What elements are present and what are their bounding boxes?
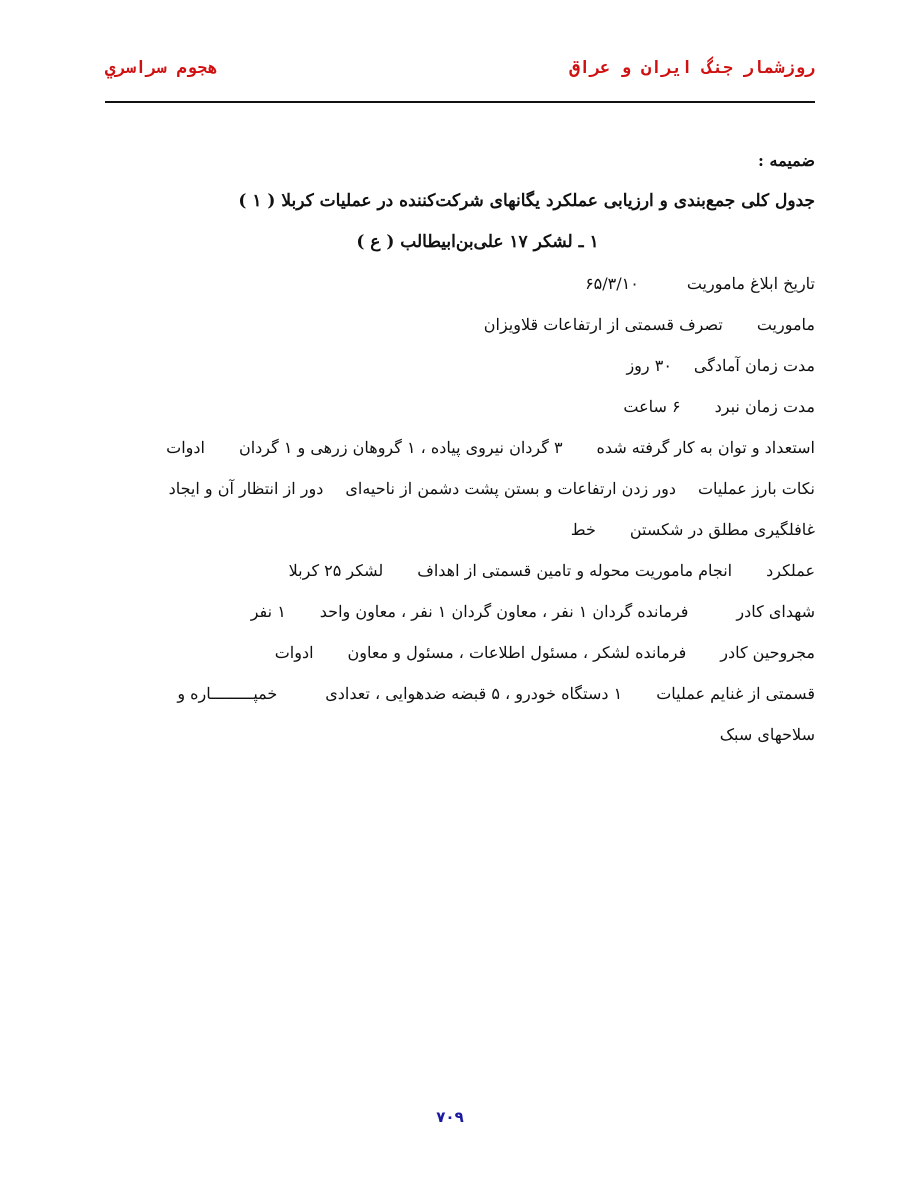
martyrs-value: فرمانده گردان ۱ نفر ، معاون گردان ۱ نفر ، معاون واحد	[319, 602, 689, 621]
forces-row	[80, 427, 815, 468]
page-number: ۷۰۹	[436, 1108, 464, 1126]
chapter-title: هجوم سراسري	[105, 58, 218, 78]
spoils-row	[80, 673, 815, 714]
document-subtitle: ۱ ـ لشکر ۱۷ علی‌بن‌ابیطالب ( ع )	[356, 232, 599, 252]
spoils-value: ۱ دستگاه خودرو ، ۵ قبضه ضدهوایی ، تعدادی	[325, 684, 623, 703]
martyrs-label: شهدای کادر	[736, 602, 815, 621]
notes-cont-2: خط	[570, 520, 596, 539]
spoils-value-2: خمپـــــــــاره و	[177, 684, 278, 703]
book-title: روزشمار جنگ ايران و عراق	[569, 58, 815, 78]
notes-label: نکات بارز عملیات	[697, 479, 815, 498]
prep-row	[80, 345, 815, 386]
prep-label: مدت زمان آمادگی	[693, 356, 815, 375]
mission-row	[80, 304, 815, 345]
document-body	[80, 140, 815, 755]
document-title: جدول کلی جمع‌بندی و ارزیابی عملکرد یگانهای شرکت‌کننده در عملیات کربلا ( ۱ )	[238, 191, 815, 211]
combat-label: مدت زمان نبرد	[714, 397, 815, 416]
forces-value: ۳ گردان نیروی پیاده ، ۱ گروهان زرهی و ۱ گردان	[238, 438, 563, 457]
forces-label: استعداد و توان به کار گرفته شده	[596, 438, 815, 457]
performance-label: عملکرد	[766, 561, 815, 580]
combat-value: ۶ ساعت	[623, 397, 681, 416]
combat-row	[80, 386, 815, 427]
performance-value-2: لشکر ۲۵ کربلا	[288, 561, 384, 580]
notes-continuation	[80, 509, 815, 550]
mission-label: ماموریت	[756, 315, 815, 334]
prep-value: ۳۰ روز	[626, 356, 672, 375]
mission-date-label: تاریخ ابلاغ ماموریت	[686, 274, 815, 293]
martyrs-value-2: ۱ نفر	[250, 602, 286, 621]
wounded-row	[80, 632, 815, 673]
wounded-value: فرمانده لشکر ، مسئول اطلاعات ، مسئول و معاون	[347, 643, 687, 662]
martyrs-row	[80, 591, 815, 632]
forces-tail: ادوات	[166, 438, 205, 457]
notes-value-2: دور از انتظار آن و ایجاد	[168, 479, 324, 498]
wounded-value-2: ادوات	[274, 643, 314, 662]
spoils-continuation: سلاحهای سبک	[719, 725, 815, 744]
notes-cont: غافلگیری مطلق در شکستن	[629, 520, 815, 539]
header-rule	[105, 101, 815, 103]
performance-row	[80, 550, 815, 591]
appendix-label: ضمیمه :	[758, 151, 815, 170]
wounded-label: مجروحین کادر	[720, 643, 815, 662]
mission-date-value: ۶۵/۳/۱۰	[585, 274, 639, 293]
running-header	[105, 58, 815, 90]
mission-date-row	[80, 263, 815, 304]
performance-value: انجام ماموریت محوله و تامین قسمتی از اهداف	[417, 561, 733, 580]
notes-row	[80, 468, 815, 509]
notes-value: دور زدن ارتفاعات و بستن پشت دشمن از ناحیه‌ای	[345, 479, 676, 498]
spoils-label: قسمتی از غنایم عملیات	[656, 684, 815, 703]
mission-value: تصرف قسمتی از ارتفاعات قلاویزان	[483, 315, 723, 334]
